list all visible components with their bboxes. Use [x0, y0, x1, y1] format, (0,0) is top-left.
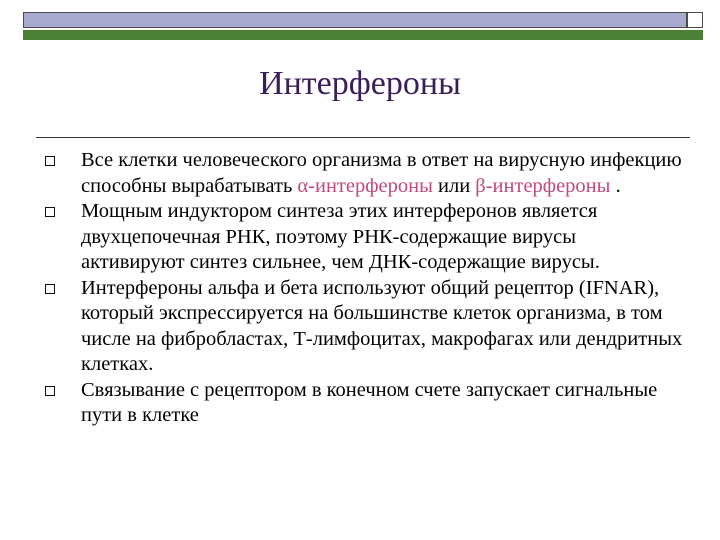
square-bullet-icon [45, 207, 55, 217]
bullet-text: Мощным индуктором синтеза этих интерферонов является двухцепочечная РНК, поэтому РНК-содержащие вирусы активируют синтез сильнее, чем ДНК-содержащие вирусы. [81, 200, 600, 273]
bullet-text: Интерфероны альфа и бета используют общий рецептор (IFNAR), который экспрессируется на большинстве клеток организма, в том числе на фибробластах, Т-лимфоцитах, макрофагах или дендритных клетках. [81, 276, 683, 375]
title-divider [36, 137, 690, 138]
bullet-item [44, 276, 684, 378]
square-bullet-icon [45, 284, 55, 294]
bullet-list [44, 148, 684, 429]
bullet-text: Связывание с рецептором в конечном счете запускает сигнальные пути в клетке [81, 378, 658, 426]
bullet-item [44, 378, 684, 429]
bullet-item [44, 199, 684, 276]
header-decor-green-square [687, 30, 703, 40]
bullet-text: . [610, 174, 621, 197]
bullet-text: или [432, 174, 476, 197]
header-decor-square [687, 12, 703, 28]
alpha-interferons-term: α-интерфероны [297, 174, 433, 197]
square-bullet-icon [45, 386, 55, 396]
slide-title: Интерфероны [259, 65, 461, 102]
beta-interferons-term: β-интерфероны [475, 174, 611, 197]
square-bullet-icon [45, 156, 55, 166]
bullet-text: Все клетки человеческого организма в ответ на вирусную инфекцию способны вырабатывать [81, 149, 682, 197]
header-decor-bar [23, 12, 687, 28]
bullet-item [44, 148, 684, 199]
header-decor-green-bar [23, 30, 687, 40]
